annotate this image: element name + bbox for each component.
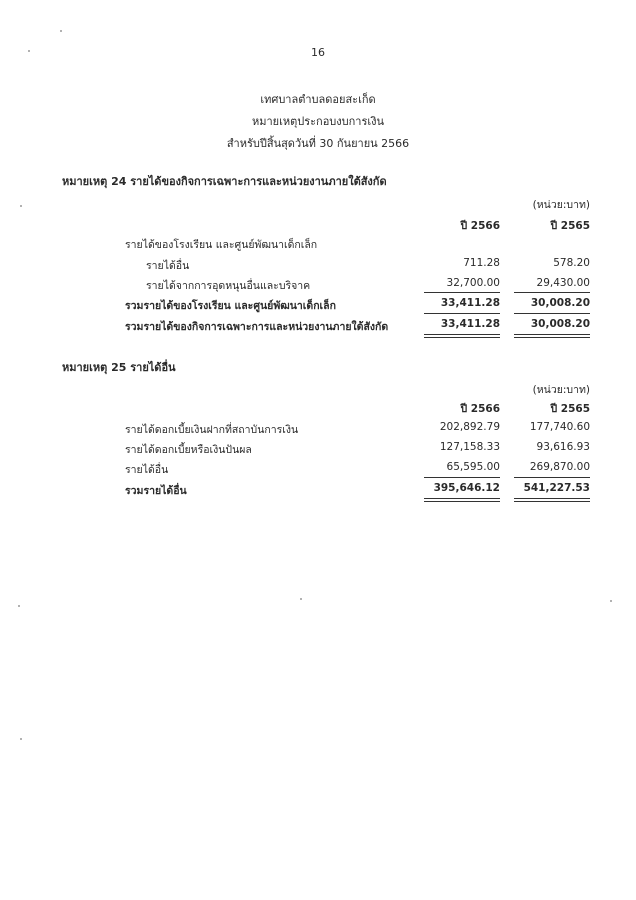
note-24-title: หมายเหตุ 24 รายได้ของกิจการเฉพาะการและหน่วยงานภายใต้สังกัด	[62, 175, 387, 188]
note-25-row-2566: 127,158.33	[439, 441, 500, 453]
scan-speck	[20, 738, 22, 740]
subtotal-rule	[424, 292, 500, 293]
note-25-col-2565: ปี 2565	[550, 403, 590, 415]
note-25-row-2566: 65,595.00	[446, 461, 500, 473]
note-25-row-label: รายได้อื่น	[125, 464, 169, 476]
note-24-subtotal-2566: 33,411.28	[440, 297, 500, 309]
note-24-total-2565: 30,008.20	[530, 318, 590, 330]
note-24-subtotal-label: รวมรายได้ของโรงเรียน และศูนย์พัฒนาเด็กเล็ก	[125, 300, 336, 312]
note-24-row-2566: 32,700.00	[446, 277, 500, 289]
note-25-unit: (หน่วย:บาท)	[532, 384, 590, 396]
note-25-row-2565: 269,870.00	[529, 461, 590, 473]
note-25-row-2566: 202,892.79	[439, 421, 500, 433]
note-25-title: หมายเหตุ 25 รายได้อื่น	[62, 361, 176, 374]
scan-speck	[18, 605, 20, 607]
total-rule	[514, 477, 590, 478]
note-24-row-2566: 711.28	[463, 257, 500, 269]
note-25-row-2565: 93,616.93	[536, 441, 590, 453]
note-24-row-2565: 578.20	[553, 257, 590, 269]
note-24-row-2565: 29,430.00	[536, 277, 590, 289]
double-underline	[424, 334, 500, 338]
note-24-col-2566: ปี 2566	[460, 220, 500, 232]
total-rule	[424, 313, 500, 314]
subtotal-rule	[514, 292, 590, 293]
note-24-subtotal-2565: 30,008.20	[530, 297, 590, 309]
page-number: 16	[311, 46, 325, 59]
double-underline	[514, 498, 590, 502]
note-24-row-label: รายได้อื่น	[146, 260, 190, 272]
scan-speck	[610, 600, 612, 602]
note-24-col-2565: ปี 2565	[550, 220, 590, 232]
period-line: สำหรับปีสิ้นสุดวันที่ 30 กันยายน 2566	[226, 137, 410, 150]
double-underline	[514, 334, 590, 338]
scan-speck	[300, 598, 302, 600]
total-rule	[424, 477, 500, 478]
note-25-col-2566: ปี 2566	[460, 403, 500, 415]
note-25-total-2565: 541,227.53	[523, 482, 590, 494]
scan-speck	[20, 205, 22, 207]
double-underline	[424, 498, 500, 502]
note-24-unit: (หน่วย:บาท)	[532, 199, 590, 211]
note-25-row-label: รายได้ดอกเบี้ยเงินฝากที่สถาบันการเงิน	[125, 424, 299, 436]
note-25-total-2566: 395,646.12	[433, 482, 500, 494]
org-name: เทศบาลตำบลดอยสะเก็ด	[260, 93, 376, 106]
note-25-row-label: รายได้ดอกเบี้ยหรือเงินปันผล	[125, 444, 252, 456]
total-rule	[514, 313, 590, 314]
note-24-total-2566: 33,411.28	[440, 318, 500, 330]
note-25-total-label: รวมรายได้อื่น	[125, 485, 187, 497]
doc-title: หมายเหตุประกอบงบการเงิน	[251, 115, 385, 128]
note-24-total-label: รวมรายได้ของกิจการเฉพาะการและหน่วยงานภายใต้สังกัด	[125, 321, 389, 333]
note-24-row-label: รายได้จากการอุดหนุนอื่นและบริจาค	[146, 280, 311, 292]
scan-speck	[60, 30, 62, 32]
note-24-group-label: รายได้ของโรงเรียน และศูนย์พัฒนาเด็กเล็ก	[125, 239, 318, 251]
note-25-row-2565: 177,740.60	[529, 421, 590, 433]
